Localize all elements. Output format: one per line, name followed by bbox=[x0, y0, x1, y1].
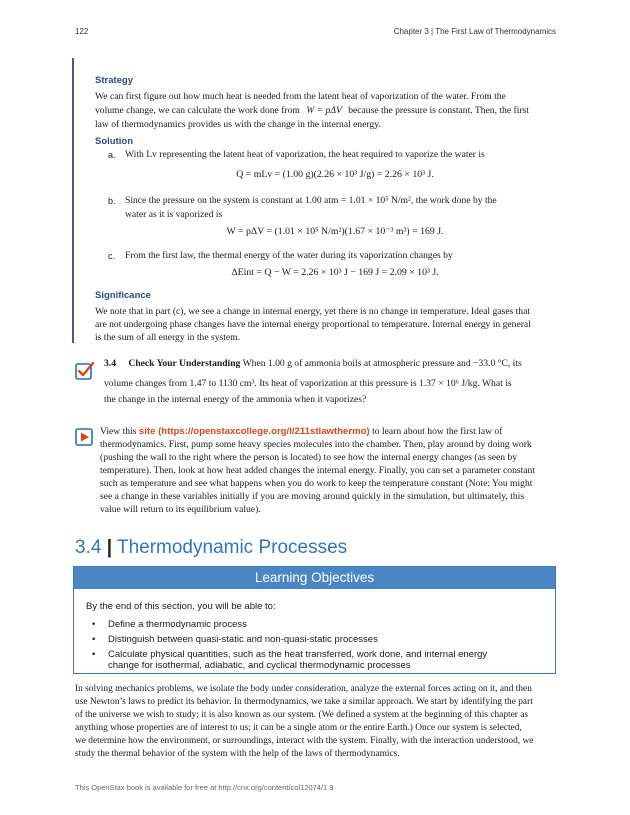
sim-line-4: temperature). Then, look at how heat added changes the internal energy. Finally, you can set a parameter constant bbox=[100, 465, 536, 476]
part-c-text: From the first law, the thermal energy of the water during its vaporization changes by bbox=[125, 250, 453, 261]
play-icon[interactable] bbox=[75, 428, 93, 446]
bullet: • bbox=[92, 634, 96, 645]
objective-item-cont: change for isothermal, adiabatic, and cyclical thermodynamic processes bbox=[108, 660, 411, 671]
significance-heading: Significance bbox=[95, 290, 151, 301]
sim-line-5: such as temperature and see what happens when you do work to keep the temperature constant (Note: You might bbox=[100, 478, 533, 489]
part-c-label: c. bbox=[108, 251, 116, 261]
sim-line-1: View this site (https://openstaxcollege.org/l/211stlawthermo) to learn about how the first law of bbox=[100, 426, 503, 437]
part-a-equation: Q = mLv = (1.00 g)(2.26 × 10³ J/g) = 2.26 × 10³ J. bbox=[236, 169, 434, 180]
part-c-equation: ΔEint = Q − W = 2.26 × 10³ J − 169 J = 2.09 × 10³ J. bbox=[231, 267, 439, 278]
sim-line-3: (pushing the wall to the right where the person is located) to see how the internal energy changes (as seen by bbox=[100, 452, 518, 463]
significance-line-2: are not undergoing phase changes have the internal energy proportional to temperature. Internal energy in general bbox=[95, 319, 531, 330]
body-line-6: study the thermal behavior of the system with the help of the laws of thermodynamics. bbox=[75, 749, 400, 759]
body-line-3: of the universe we wish to study; it is also known as our system. (We defined a system at the beginning of this chapter as bbox=[75, 710, 529, 720]
strategy-line-3: law of thermodynamics provides us with the change in the internal energy. bbox=[95, 119, 381, 130]
learning-objectives-heading: Learning Objectives bbox=[74, 567, 555, 589]
objective-item: Distinguish between quasi-static and non-quasi-static processes bbox=[108, 634, 378, 645]
bullet: • bbox=[92, 619, 96, 630]
section-title: 3.4 | Thermodynamic Processes bbox=[75, 537, 348, 558]
chapter-title: Chapter 3 | The First Law of Thermodynamics bbox=[393, 27, 556, 36]
part-b-equation: W = pΔV = (1.01 × 10⁵ N/m²)(1.67 × 10⁻³ m³) = 169 J. bbox=[226, 226, 444, 237]
check-line-1: 3.4 Check Your Understanding When 1.00 g of ammonia boils at atmospheric pressure and −33.0 °C, its bbox=[104, 358, 522, 369]
check-number: 3.4 bbox=[104, 358, 116, 369]
learning-objectives-box bbox=[73, 566, 556, 674]
check-understanding-icon bbox=[75, 360, 95, 382]
sim-line-7: value will return to its equilibrium value). bbox=[100, 504, 261, 515]
check-line-3: the change in the internal energy of the ammonia when it vaporizes? bbox=[104, 394, 367, 405]
check-line-2: volume changes from 1.47 to 1130 cm³. Its heat of vaporization at this pressure is 1.37 × 10⁶ J/kg. What is bbox=[104, 378, 512, 389]
strategy-heading: Strategy bbox=[95, 75, 134, 86]
body-line-2: use Newton’s laws to predict its behavior. In thermodynamics, we take a similar approach. We start by identifying the part bbox=[75, 697, 533, 707]
part-b-label: b. bbox=[108, 196, 116, 206]
part-b-text-1: Since the pressure on the system is constant at 1.00 atm = 1.01 × 10⁵ N/m², the work done by the bbox=[125, 195, 497, 206]
part-a-text: With Lv representing the latent heat of vaporization, the heat required to vaporize the water is bbox=[125, 149, 485, 160]
sim-line-2: thermodynamics. First, pump some heavy species molecules into the chamber. Then, play around by doing work bbox=[100, 439, 532, 450]
strategy-line-2: volume change, we can calculate the work done from W = pΔV because the pressure is constant. Then, the first bbox=[95, 105, 529, 116]
strategy-line-1: We can first figure out how much heat is needed from the latent heat of vaporization of the water. From the bbox=[95, 91, 506, 102]
body-line-4: anything whose properties are of interest to us; it can be a single atom or the entire Earth.) Once our system is selected, bbox=[75, 723, 522, 733]
footer-availability: This OpenStax book is available for free at http://cnx.org/content/col12074/1.9 bbox=[75, 783, 334, 792]
significance-line-3: is the sum of all energy in the system. bbox=[95, 332, 241, 343]
part-a-label: a. bbox=[108, 150, 116, 160]
page-number: 122 bbox=[75, 27, 89, 36]
sim-line-6: see a change in these variables initially if you are moving around quickly in the simulation, but ultimately, this bbox=[100, 491, 525, 502]
solution-heading: Solution bbox=[95, 136, 133, 147]
significance-line-1: We note that in part (c), we see a change in internal energy, yet there is no change in temperature. Ideal gases that bbox=[95, 306, 531, 317]
body-line-1: In solving mechanics problems, we isolate the body under consideration, analyze the external forces acting on it, and then bbox=[75, 684, 532, 694]
body-line-5: we determine how the environment, or surroundings, interact with the system. Finally, with the interaction understood, we bbox=[75, 736, 534, 746]
part-b-text-2: water as it is vaporized is bbox=[125, 209, 223, 220]
bullet: • bbox=[92, 649, 96, 660]
objective-item: Calculate physical quantities, such as the heat transferred, work done, and internal energy bbox=[108, 649, 488, 660]
check-title: Check Your Understanding bbox=[128, 358, 241, 369]
objective-item: Define a thermodynamic process bbox=[108, 619, 247, 630]
sim-site-link[interactable]: site (https://openstaxcollege.org/l/211stlawthermo) bbox=[138, 426, 370, 437]
objectives-intro: By the end of this section, you will be able to: bbox=[86, 601, 276, 612]
example-sidebar-rule bbox=[72, 58, 74, 343]
strategy-formula: W = pΔV bbox=[306, 105, 342, 116]
